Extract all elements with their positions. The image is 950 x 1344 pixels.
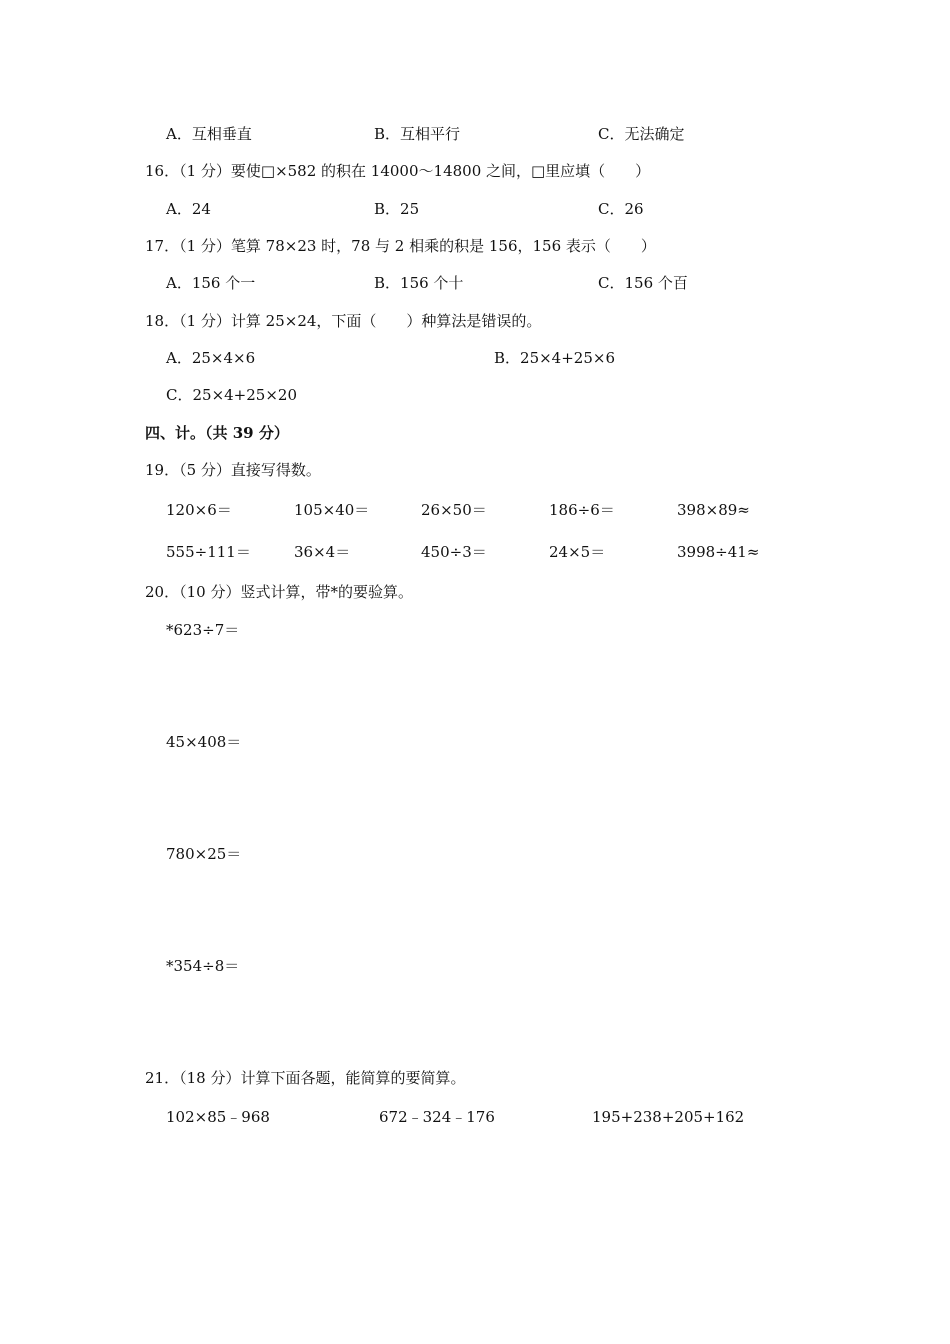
q16-option-b: B．25 xyxy=(374,200,420,218)
q17-option-b: B．156 个十 xyxy=(374,274,464,292)
q20-item: 45×408＝ xyxy=(166,733,242,751)
q20-item: 780×25＝ xyxy=(166,845,242,863)
q19-item: 36×4＝ xyxy=(294,543,351,561)
section-4-title: 四、计。（共 39 分） xyxy=(145,424,289,442)
q18-option-b: B．25×4+25×6 xyxy=(494,349,615,367)
q21-item: 102×85﹣968 xyxy=(166,1108,270,1126)
q19-item: 186÷6＝ xyxy=(549,501,615,519)
q21-item: 195+238+205+162 xyxy=(592,1108,745,1126)
q19-item: 450÷3＝ xyxy=(421,543,487,561)
q15-option-b: B．互相平行 xyxy=(374,125,461,143)
q17-option-c: C．156 个百 xyxy=(598,274,688,292)
q19-item: 105×40＝ xyxy=(294,501,370,519)
q18-option-c: C．25×4+25×20 xyxy=(166,386,297,404)
q19-item: 555÷111＝ xyxy=(166,543,251,561)
q19-item: 398×89≈ xyxy=(677,501,750,519)
q16-option-c: C．26 xyxy=(598,200,644,218)
q15-option-a: A．互相垂直 xyxy=(166,125,252,143)
q18-option-a: A．25×4×6 xyxy=(166,349,256,367)
q21-item: 672﹣324﹣176 xyxy=(379,1108,495,1126)
q21-stem: 21．（18 分）计算下面各题，能简算的要简算。 xyxy=(145,1069,466,1087)
q20-item: *623÷7＝ xyxy=(166,621,240,639)
q19-item: 3998÷41≈ xyxy=(677,543,760,561)
q17-stem: 17．（1 分）笔算 78×23 时，78 与 2 相乘的积是 156，156 表示（ ） xyxy=(145,237,656,255)
q16-stem: 16．（1 分）要使□×582 的积在 14000～14800 之间，□里应填（ ） xyxy=(145,162,651,180)
q20-stem: 20．（10 分）竖式计算，带*的要验算。 xyxy=(145,583,413,601)
q19-stem: 19．（5 分）直接写得数。 xyxy=(145,461,321,479)
q19-item: 26×50＝ xyxy=(421,501,487,519)
q19-item: 24×5＝ xyxy=(549,543,606,561)
q19-item: 120×6＝ xyxy=(166,501,232,519)
q18-stem: 18．（1 分）计算 25×24，下面（ ）种算法是错误的。 xyxy=(145,312,542,330)
q15-option-c: C．无法确定 xyxy=(598,125,685,143)
q16-option-a: A．24 xyxy=(166,200,211,218)
q20-item: *354÷8＝ xyxy=(166,957,240,975)
q17-option-a: A．156 个一 xyxy=(166,274,256,292)
